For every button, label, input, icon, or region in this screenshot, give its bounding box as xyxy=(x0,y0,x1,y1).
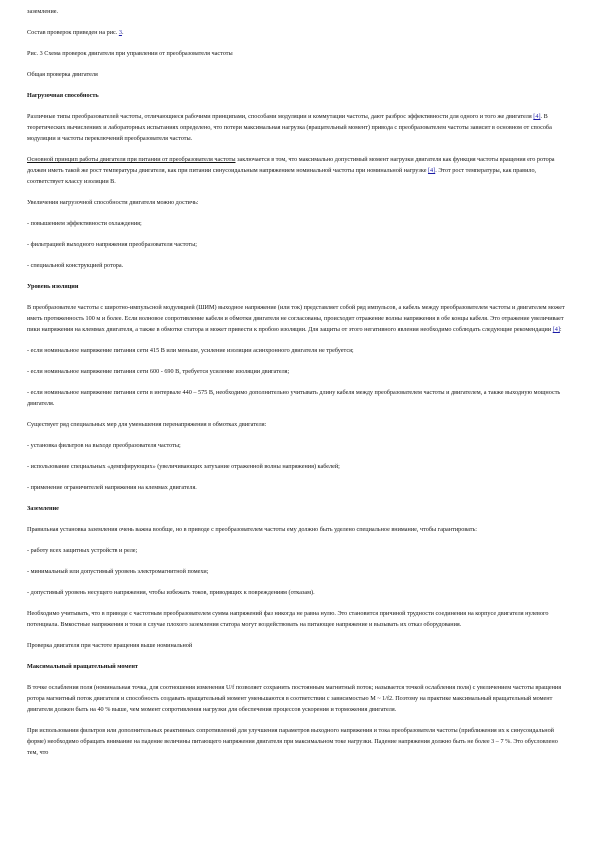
reference-link[interactable]: [4] xyxy=(428,167,436,174)
list-item: - минимальный или допустимый уровень электромагнитной помехи; xyxy=(27,568,209,575)
list-item: - установка фильтров на выходе преобразователя частоты; xyxy=(27,442,181,449)
section-title: Общая проверка двигателя xyxy=(27,71,98,78)
paragraph-filters: При использовании фильтров или дополнительных реактивных сопротивлений для улучшения параметров выходного напряжения и тока преобразователя частоты (приближения их к синусоидальной форме) необходимо обращать внимание на падение величины питающего напряжения двигателя при максимальном токе нагрузки. Падение напряжения должно быть не более 3 – 7 %. Это обусловлено тем, что xyxy=(27,727,558,756)
list-item: - работу всех защитных устройств и реле; xyxy=(27,547,138,554)
list-item: - если номинальное напряжение питания сети 415 В или меньше, усиление изоляции асинхронного двигателя не требуется; xyxy=(27,347,354,354)
list-item: - использование специальных «демпфирующих» (увеличивающих затухание отраженной волны напряжения) кабелей; xyxy=(27,463,340,470)
paragraph-torque: В точке ослабления поля (номинальная точка, для соотношения изменения U/f позволяет сохранить постоянным магнитный поток; называется точкой ослабления поля) с увеличением частоты вращения ротора магнитный поток двигателя и способность создавать вращательный момент уменьшаются в соответствии с зависимостью M ~ 1/f2. Поэтому на практике максимальный вращательный момент двигателя должен быть на 40 % выше, чем момент сопротивления нагрузки для обеспечения процессов ускорения и торможения двигателя. xyxy=(27,684,562,713)
list-item: - применение ограничителей напряжения на клеммах двигателя. xyxy=(27,484,197,491)
paragraph-insulation: В преобразователе частоты с широтно-импульсной модуляцией (ШИМ) выходное напряжение (или ток) представляет собой ряд импульсов, а кабель между преобразователем частоты и двигателем может иметь протяженность 100 м и более. Если волновое сопротивление кабеля и обмотки двигателя не согласованы, происходит отражение волны напряжения в обе концы кабеля. Это отражение увеличивает пики напряжения на клеммах двигателя, а также в обмотке статора и может привести к пробою изоляции. Для защиты от этого негативного явления необходимо соблюдать следующие рекомендации [4]: xyxy=(27,304,565,333)
heading-grounding: Заземление xyxy=(27,505,59,512)
paragraph-load-2: Основной принцип работы двигателя при питании от преобразователя частоты заключается в том, что максимально допустимый момент нагрузки двигателя как функция частоты вращения его ротора должен иметь такой же рост температуры двигателя, как при питании синусоидальным напряжением номинальной частоты при номинальной нагрузке [4]. Этот рост температуры, как правило, соответствует классу изоляции В. xyxy=(27,156,555,185)
list-item: - фильтрацией выходного напряжения преобразователя частоты; xyxy=(27,241,197,248)
paragraph-intro: заземление. xyxy=(27,8,59,15)
paragraph-grounding: Правильная установка заземления очень важна вообще, но в приводе с преобразователем частоты ему должно быть уделено специальное внимание, чтобы гарантировать: xyxy=(27,526,477,533)
heading-insulation: Уровень изоляции xyxy=(27,283,79,290)
paragraph-load-3: Увеличения нагрузочной способности двигателя можно достичь: xyxy=(27,199,199,206)
section-title: Проверка двигателя при частоте вращения выше номинальной xyxy=(27,642,193,649)
figure-link[interactable]: 3 xyxy=(118,29,122,36)
list-item: - если номинальное напряжение питания сети в интервале 440 – 575 В, необходимо дополнительно учитывать длину кабеля между преобразователем частоты и двигателем, а также выходную мощность двигателя. xyxy=(27,389,561,407)
list-item: - специальной конструкцией ротора. xyxy=(27,262,124,269)
paragraph-load-1: Различные типы преобразователей частоты, отличающиеся рабочими принципами, способами модуляции и коммутации частоты, дают разброс эффективности для одного и того же двигателя [4]. В теоретических вычислениях и лабораторных испытаниях определено, что потери максимальная нагрузка (вращательный момент) привода с преобразователем частоты зависит в основном от способа модуляции и частоты переключений преобразователя частоты. xyxy=(27,113,552,142)
paragraph-measures: Существует ряд специальных мер для уменьшения перенапряжения в обмотках двигателя: xyxy=(27,421,267,428)
principle-link[interactable]: Основной принцип работы двигателя при питании от преобразователя частоты xyxy=(27,156,236,163)
heading-load-capacity: Нагрузочная способность xyxy=(27,92,99,99)
list-item: - допустимый уровень несущего напряжения, чтобы избежать токов, приводящих к повреждениям (отказам). xyxy=(27,589,315,596)
paragraph-checks: Состав проверок приведен на рис. 3. xyxy=(27,29,124,36)
document-page xyxy=(27,6,568,768)
paragraph-grounding-note: Необходимо учитывать, что в приводе с частотным преобразователем сумма напряжений фаз никогда не равна нулю. Это становится причиной трудности соединения на корпусе двигателя нулевого потенциала. Вмкостные напряжения и токи в случае плохого заземления статора могут воздействовать на питающее напряжение и вызывать их отказ оборудования. xyxy=(27,610,549,628)
list-item: - повышением эффективности охлаждения; xyxy=(27,220,142,227)
list-item: - если номинальное напряжение питания сети 600 - 690 В, требуется усиление изоляции двигателя; xyxy=(27,368,290,375)
heading-max-torque: Максимальный вращательный момент xyxy=(27,663,138,670)
reference-link[interactable]: [4] xyxy=(533,113,541,120)
reference-link[interactable]: [4] xyxy=(552,326,560,333)
figure-caption: Рис. 3 Схема проверок двигателя при управлении от преобразователя частоты xyxy=(27,50,233,57)
